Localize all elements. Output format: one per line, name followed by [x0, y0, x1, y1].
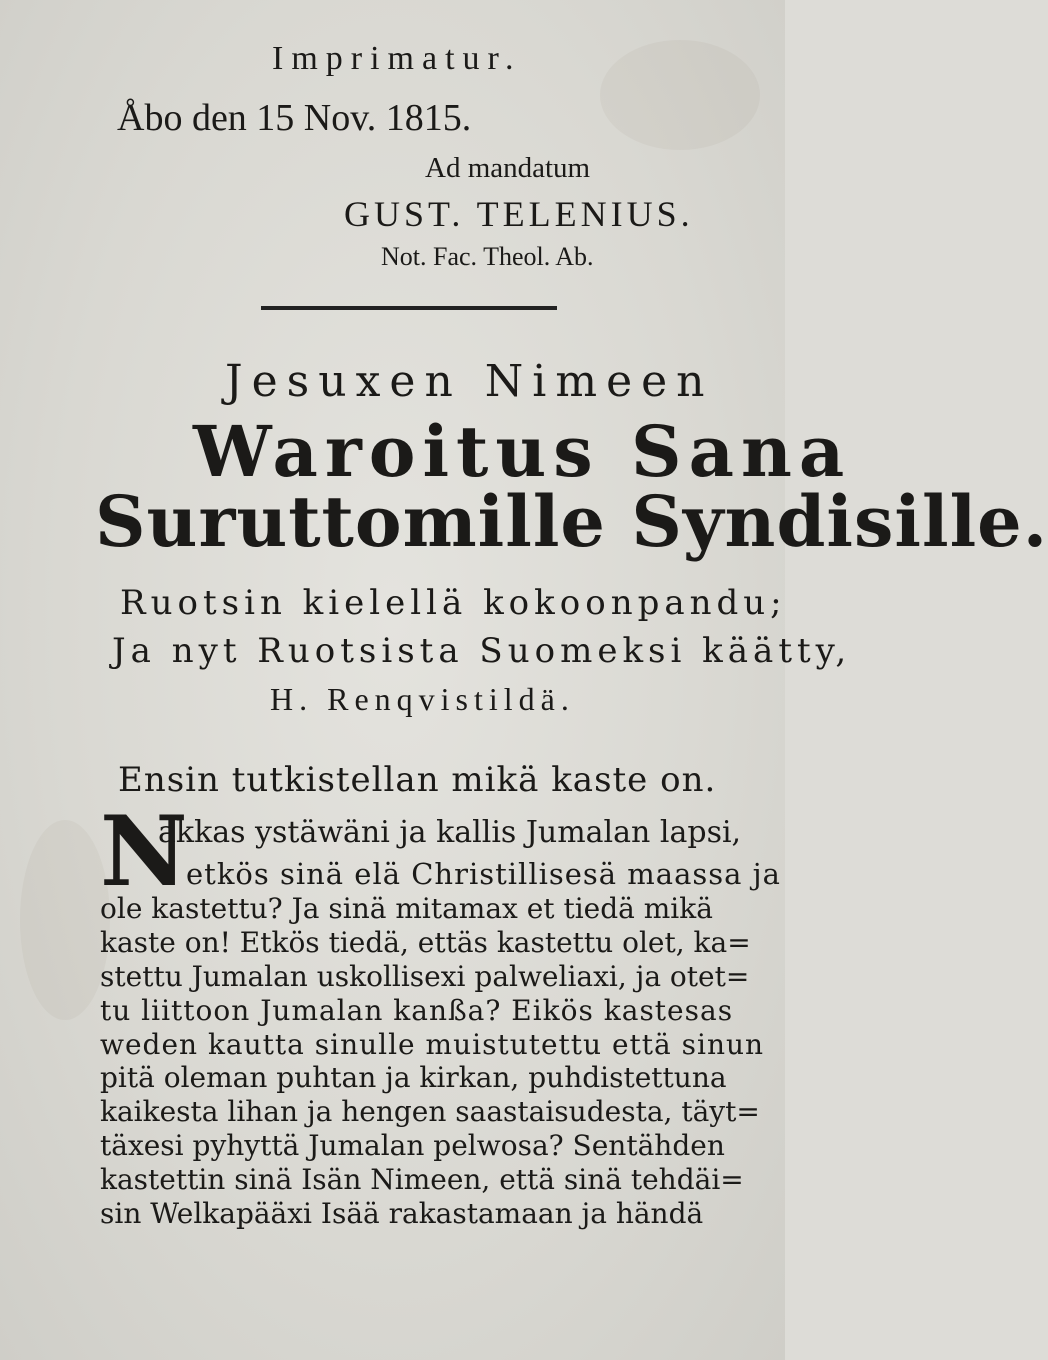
body-line: akkas ystäwäni ja kallis Jumalan lapsi,: [158, 815, 742, 850]
paper-stain: [20, 820, 110, 1020]
subtitle-line-2: Ja nyt Ruotsista Suomeksi käätty,: [112, 631, 852, 671]
title-line-3: Suruttomille Syndisille.: [95, 480, 1048, 563]
section-heading: Ensin tutkistellan mikä kaste on.: [118, 760, 717, 800]
paper-stain: [600, 40, 760, 150]
body-line: weden kautta sinulle muistutettu että sinun: [100, 1028, 765, 1061]
body-line: tu liittoon Jumalan kanßa? Eikös kastesas: [100, 994, 734, 1027]
body-line: pitä oleman puhtan ja kirkan, puhdistettuna: [100, 1061, 727, 1094]
date-line: Åbo den 15 Nov. 1815.: [117, 97, 472, 139]
body-line: sin Welkapääxi Isää rakastamaan ja händä: [100, 1197, 704, 1230]
body-line: kastettin sinä Isän Nimeen, että sinä tehdäi=: [100, 1163, 744, 1196]
body-line: täxesi pyhyttä Jumalan pelwosa? Sentähden: [100, 1129, 725, 1162]
ad-mandatum: Ad mandatum: [425, 152, 591, 184]
body-line: kaikesta lihan ja hengen saastaisudesta, täyt=: [100, 1095, 760, 1128]
signatory-title: Not. Fac. Theol. Ab.: [381, 242, 594, 271]
subtitle-line-1: Ruotsin kielellä kokoonpandu;: [120, 583, 787, 623]
body-line: ole kastettu? Ja sinä mitamax et tiedä mikä: [100, 892, 713, 925]
body-line: kaste on! Etkös tiedä, ettäs kastettu olet, ka=: [100, 926, 751, 959]
drop-cap: N: [100, 795, 188, 908]
divider-rule: [261, 306, 557, 310]
imprimatur: Imprimatur.: [272, 40, 522, 77]
body-line: stettu Jumalan uskollisexi palweliaxi, ja otet=: [100, 960, 750, 993]
body-line: etkös sinä elä Christillisesä maassa ja: [186, 857, 781, 891]
title-line-2: Waroitus Sana: [193, 410, 852, 493]
signatory-name: GUST. TELENIUS.: [344, 194, 694, 234]
translator-name: H. Renqvistildä.: [270, 681, 575, 717]
title-line-1: Jesuxen Nimeen: [225, 356, 714, 407]
